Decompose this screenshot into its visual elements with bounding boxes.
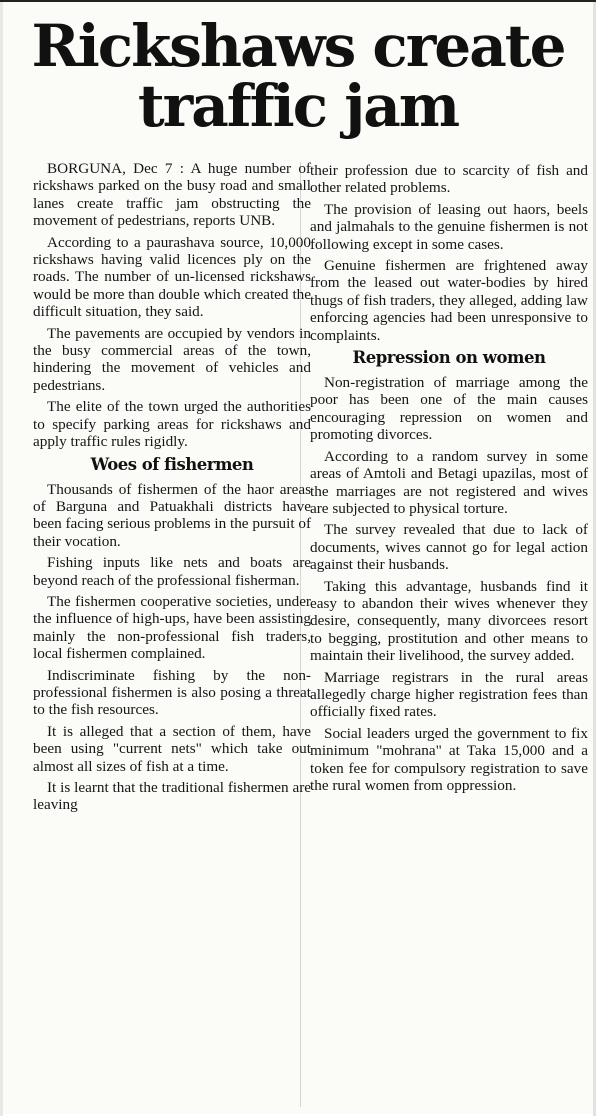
paragraph: Thousands of fishermen of the haor areas of Barguna and Patuakhali districts have been facing serious problems in the pursuit of their vocation. bbox=[33, 480, 311, 550]
paragraph: Taking this advantage, husbands find it easy to abandon their wives whenever they desire, consequently, many divorcees resort to begging, prostitution and other means to maintain their livelihood, the survey added. bbox=[310, 577, 588, 665]
clipping-left-edge bbox=[0, 2, 3, 1116]
paragraph: The fishermen cooperative societies, under the influence of high-ups, have been assisting mainly the non-professional fish traders, local fishermen complained. bbox=[33, 592, 311, 663]
subheading-repression-on-women: Repression on women bbox=[352, 348, 546, 368]
paragraph: Non-registration of marriage among the poor has been one of the main causes encouraging repression on women and promoting divorces. bbox=[310, 374, 588, 444]
paragraph: Social leaders urged the government to fix minimum "mohrana" at Taka 15,000 and a token fee for compulsory registration to save the rural women from oppression. bbox=[310, 724, 588, 794]
subheading-woes-of-fishermen: Woes of fishermen bbox=[90, 454, 254, 474]
paragraph: Indiscriminate fishing by the non-professional fishermen is also posing a threat to the fish resources. bbox=[33, 666, 311, 719]
headline: Rickshaws create traffic jam bbox=[31, 12, 565, 140]
right-column bbox=[310, 162, 588, 798]
paragraph: Genuine fishermen are frightened away from the leased out water-bodies by hired thugs of fish traders, they alleged, adding law enforcing agencies had been unresponsive to complaints. bbox=[310, 257, 588, 344]
paragraph: Fishing inputs like nets and boats are beyond reach of the professional fisherman. bbox=[33, 554, 311, 589]
paragraph: BORGUNA, Dec 7 : A huge number of rickshaws parked on the busy road and small lanes create traffic jam obstructing the movement of pedestrians, reports UNB. bbox=[33, 160, 311, 230]
left-column bbox=[33, 160, 311, 818]
paragraph: The survey revealed that due to lack of documents, wives cannot go for legal action against their husbands. bbox=[310, 521, 588, 574]
paragraph: their profession due to scarcity of fish and other related problems. bbox=[310, 162, 588, 197]
paragraph: According to a random survey in some areas of Amtoli and Betagi upazilas, most of the marriages are not registered and wives are subjected to physical torture. bbox=[310, 447, 588, 517]
paragraph: The elite of the town urged the authorities to specify parking areas for rickshaws and apply traffic rules rigidly. bbox=[33, 398, 311, 451]
paragraph: According to a paurashava source, 10,000 rickshaws having valid licences ply on the roads. The number of un-licensed rickshaws would be more than double which created the difficult situation, they said. bbox=[33, 233, 311, 321]
paragraph: It is alleged that a section of them, have been using "current nets" which take out almost all sizes of fish at a time. bbox=[33, 722, 311, 775]
paragraph: The provision of leasing out haors, beels and jalmahals to the genuine fishermen is not following except in some cases. bbox=[310, 200, 588, 253]
paragraph: Marriage registrars in the rural areas allegedly charge higher registration fees than officially fixed rates. bbox=[310, 668, 588, 721]
paragraph: The pavements are occupied by vendors in the busy commercial areas of the town, hindering the movement of vehicles and pedestrians. bbox=[33, 324, 311, 394]
paragraph: It is learnt that the traditional fishermen are leaving bbox=[33, 779, 311, 814]
